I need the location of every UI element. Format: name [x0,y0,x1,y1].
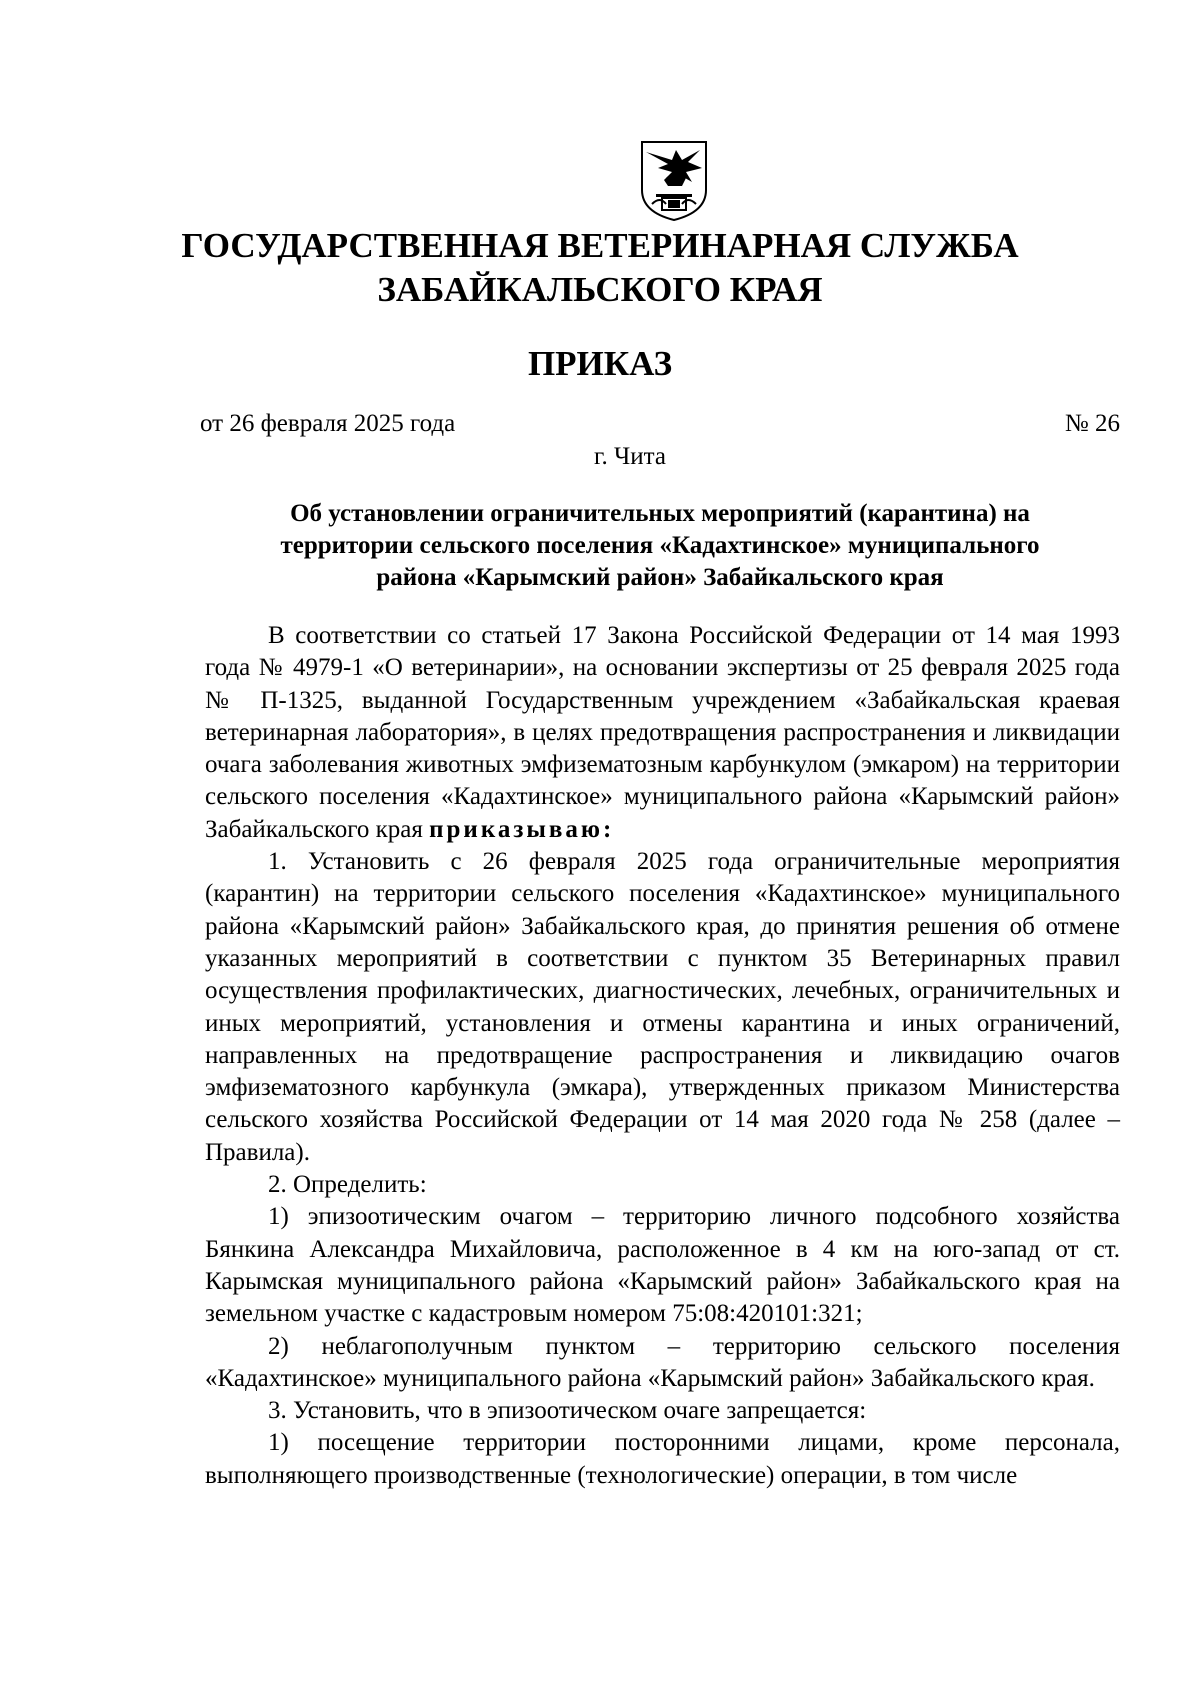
organization-title-line1: ГОСУДАРСТВЕННАЯ ВЕТЕРИНАРНАЯ СЛУЖБА [181,226,1019,265]
item-2-2-paragraph: 2) неблагополучным пунктом – территорию сельского поселения «Кадахтинское» муниципального района «Карымский район» Забайкальского края. [205,1332,1120,1392]
document-body [205,620,1120,1492]
document-date: от 26 февраля 2025 года [200,410,456,437]
preamble-paragraph [205,620,1120,846]
subject-line1: Об установлении ограничительных мероприятий (карантина) на [290,500,1030,527]
document-subject [205,498,1115,594]
organization-title-line2: ЗАБАЙКАЛЬСКОГО КРАЯ [377,270,823,309]
coat-of-arms-icon [638,138,710,222]
preamble-text: В соответствии со статьей 17 Закона Российской Федерации от 14 мая 1993 года № 4979-1 «О ветеринарии», на основании экспертизы от 25 февраля 2025 года № П-1325, выданной Государственным учреждением «Забайкальская краевая ветеринарная лаборатория», в целях предотвращения распространения и ликвидации очага заболевания животных эмфизематозным карбункулом (эмкаром) на территории сельского поселения «Кадахтинское» муниципального района «Карымский район» Забайкальского края [205,622,1120,843]
item-3-1-paragraph: 1) посещение территории посторонними лицами, кроме персонала, выполняющего производственные (технологические) операции, в том числе [205,1429,1120,1489]
subject-line3: района «Карымский район» Забайкальского края [376,564,944,591]
item-2-paragraph: 2. Определить: [268,1171,427,1199]
document-number: № 26 [1064,410,1120,437]
item-2-1-paragraph: 1) эпизоотическим очагом – территорию личного подсобного хозяйства Бянкина Александра Михайловича, расположенное в 4 км на юго-запад от ст. Карымская муниципального района «Карымский район» Забайкальского края на земельном участке с кадастровым номером 75:08:420101:321; [205,1203,1120,1328]
document-city: г. Чита [594,443,666,470]
order-word: приказываю: [429,815,615,843]
subject-line2: территории сельского поселения «Кадахтинское» муниципального [280,532,1040,559]
organization-title [100,224,1100,312]
item-3-paragraph: 3. Установить, что в эпизоотическом очаге запрещается: [268,1397,867,1425]
item-1-paragraph: 1. Установить с 26 февраля 2025 года ограничительные мероприятия (карантин) на территории сельского поселения «Кадахтинское» муниципального района «Карымский район» Забайкальского края, до принятия решения об отмене указанных мероприятий в соответствии с пунктом 35 Ветеринарных правил осуществления профилактических, диагностических, лечебных, ограничительных и иных мероприятий, установления и отмены карантина и иных ограничений, направленных на предотвращение распространения и ликвидацию очагов эмфизематозного карбункула (эмкара), утвержденных приказом Министерства сельского хозяйства Российской Федерации от 14 мая 2020 года № 258 (далее – Правила). [205,848,1120,1166]
document-type: ПРИКАЗ [527,344,673,383]
